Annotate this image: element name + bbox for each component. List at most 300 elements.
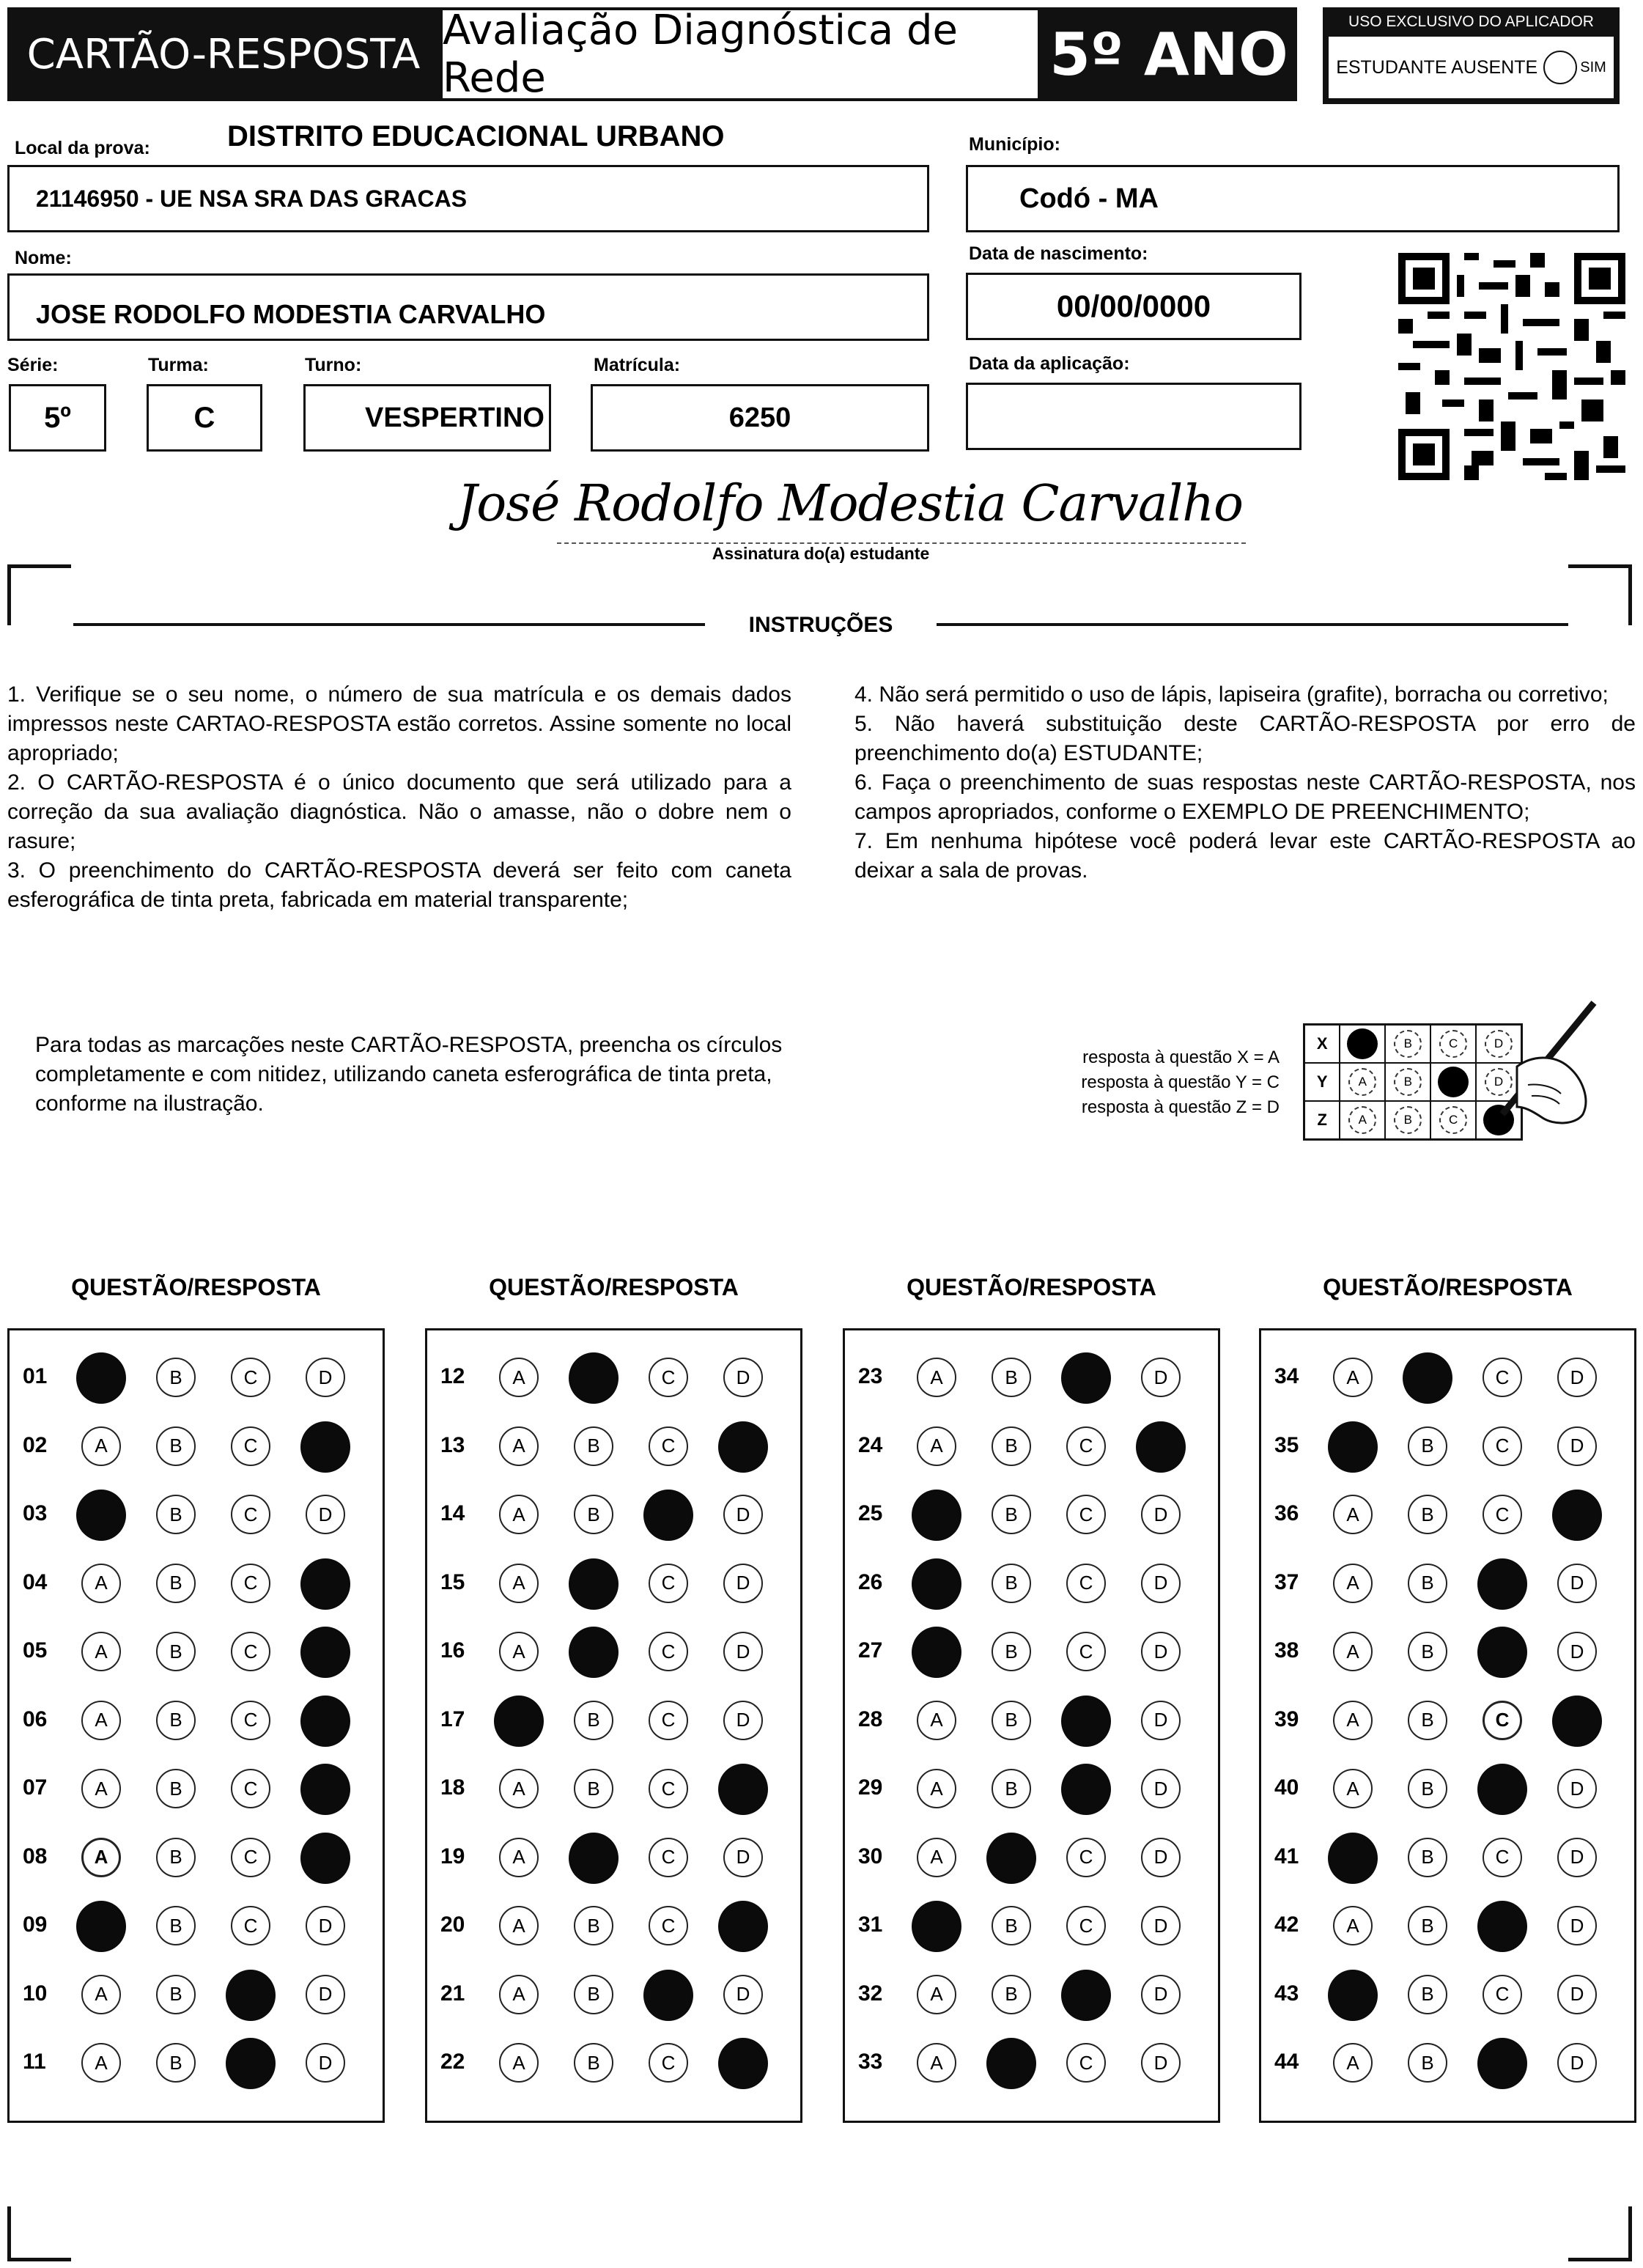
answer-bubble-a[interactable]: A xyxy=(917,1769,956,1808)
answer-bubble-c[interactable] xyxy=(1477,2038,1527,2089)
answer-bubble-c[interactable]: C xyxy=(1066,1426,1106,1466)
answer-bubble-c[interactable]: C xyxy=(231,1358,270,1397)
answer-bubble-c[interactable]: C xyxy=(231,1632,270,1671)
answer-bubble-a[interactable] xyxy=(76,1490,126,1541)
answer-bubble-d[interactable]: D xyxy=(1141,1358,1181,1397)
answer-bubble-c[interactable] xyxy=(1477,1627,1527,1678)
corner-top-left xyxy=(7,564,71,625)
signature-caption: Assinatura do(a) estudante xyxy=(712,544,930,563)
answer-bubble-d[interactable]: D xyxy=(1141,1769,1181,1808)
answer-bubble-a[interactable] xyxy=(912,1901,961,1952)
question-row xyxy=(845,1344,1218,1413)
question-row xyxy=(1261,1413,1634,1481)
answer-bubble-c[interactable] xyxy=(643,1490,693,1541)
answer-bubble-a[interactable] xyxy=(1328,1970,1378,2021)
answer-bubble-a[interactable]: A xyxy=(499,1838,539,1877)
answer-bubble-a[interactable]: A xyxy=(1333,1769,1373,1808)
answer-bubble-d[interactable] xyxy=(718,1764,768,1815)
answer-bubble-b[interactable]: B xyxy=(1408,1906,1447,1945)
answer-bubble-d[interactable]: D xyxy=(306,1975,345,2014)
answer-bubble-d[interactable]: D xyxy=(723,1701,763,1740)
answer-bubble-d[interactable]: D xyxy=(723,1564,763,1603)
corner-bottom-left xyxy=(7,2206,71,2261)
answer-bubble-b[interactable]: B xyxy=(574,1769,613,1808)
answer-bubble-b[interactable]: B xyxy=(1408,1701,1447,1740)
answer-bubble-d[interactable] xyxy=(300,1558,350,1610)
answer-bubble-c[interactable]: C xyxy=(231,1495,270,1534)
example-bubble-b: B xyxy=(1394,1068,1422,1096)
answer-bubble-d[interactable]: D xyxy=(1141,1701,1181,1740)
answer-bubble-b[interactable]: B xyxy=(1408,1975,1447,2014)
question-number: 05 xyxy=(23,1638,48,1663)
question-number: 42 xyxy=(1274,1912,1299,1937)
question-number: 22 xyxy=(440,2050,465,2074)
question-row xyxy=(1261,1755,1634,1824)
answer-bubble-b[interactable]: B xyxy=(156,1769,196,1808)
nascimento-value: 00/00/0000 xyxy=(1056,289,1211,323)
turno-field[interactable] xyxy=(303,384,551,452)
answer-bubble-d[interactable]: D xyxy=(723,1632,763,1671)
answer-bubble-a[interactable] xyxy=(76,1352,126,1404)
answer-bubble-b[interactable]: B xyxy=(1408,1838,1447,1877)
answer-bubble-b[interactable]: B xyxy=(1408,1769,1447,1808)
question-row xyxy=(427,1618,800,1687)
answer-bubble-c[interactable]: C xyxy=(1066,2043,1106,2083)
example-cell xyxy=(1340,1102,1386,1138)
example-bubble-a xyxy=(1347,1028,1378,1059)
answer-bubble-a[interactable]: A xyxy=(917,1975,956,2014)
question-row xyxy=(1261,1550,1634,1619)
answer-bubble-b[interactable]: B xyxy=(156,1632,196,1671)
question-number: 30 xyxy=(858,1844,883,1868)
answer-bubble-a[interactable]: A xyxy=(1333,1906,1373,1945)
answer-bubble-d[interactable]: D xyxy=(1557,1426,1597,1466)
answer-bubble-a[interactable]: A xyxy=(81,1426,121,1466)
answer-bubble-c[interactable]: C xyxy=(231,1769,270,1808)
answer-bubble-b[interactable]: B xyxy=(574,1701,613,1740)
question-row xyxy=(10,2029,383,2098)
question-number: 40 xyxy=(1274,1775,1299,1800)
answer-bubble-a[interactable]: A xyxy=(499,1426,539,1466)
answer-bubble-c[interactable]: C xyxy=(1483,1975,1522,2014)
answer-bubble-a[interactable]: A xyxy=(499,1495,539,1534)
answer-bubble-c[interactable]: C xyxy=(649,1632,688,1671)
question-row xyxy=(845,1550,1218,1619)
answer-bubble-a[interactable] xyxy=(1328,1833,1378,1884)
answer-bubble-d[interactable]: D xyxy=(1141,1838,1181,1877)
answer-bubble-c[interactable]: C xyxy=(649,1358,688,1397)
grade-label: 5º ANO xyxy=(1041,7,1297,101)
aplicacao-label: Data da aplicação: xyxy=(969,353,1130,374)
question-number: 18 xyxy=(440,1775,465,1800)
answer-bubble-b[interactable]: B xyxy=(1408,1495,1447,1534)
question-number: 23 xyxy=(858,1364,883,1388)
answer-heading: QUESTÃO/RESPOSTA xyxy=(1323,1274,1573,1300)
question-row xyxy=(845,1892,1218,1961)
answer-bubble-d[interactable]: D xyxy=(1557,1838,1597,1877)
answer-bubble-b[interactable]: B xyxy=(156,1701,196,1740)
answer-bubble-a[interactable]: A xyxy=(917,2043,956,2083)
answer-bubble-d[interactable] xyxy=(1136,1421,1186,1473)
answer-bubble-d[interactable]: D xyxy=(723,1495,763,1534)
answer-bubble-d[interactable]: D xyxy=(1557,1564,1597,1603)
answer-bubble-c[interactable] xyxy=(226,1970,276,2021)
answer-bubble-d[interactable]: D xyxy=(1141,1975,1181,2014)
local-label: Local da prova: xyxy=(15,138,150,158)
answer-bubble-c[interactable]: C xyxy=(649,1701,688,1740)
answer-bubble-d[interactable] xyxy=(1552,1696,1602,1747)
answer-bubble-c[interactable] xyxy=(226,2038,276,2089)
question-number: 02 xyxy=(23,1432,48,1457)
question-number: 17 xyxy=(440,1706,465,1731)
answer-bubble-a[interactable]: A xyxy=(499,1906,539,1945)
answer-bubble-b[interactable] xyxy=(569,1352,619,1404)
absent-bubble[interactable] xyxy=(1543,51,1577,84)
answer-bubble-b[interactable] xyxy=(1403,1352,1452,1404)
question-row xyxy=(427,2029,800,2098)
answer-bubble-c[interactable]: C xyxy=(1483,1838,1522,1877)
question-number: 11 xyxy=(23,2050,46,2074)
nome-value: JOSE RODOLFO MODESTIA CARVALHO xyxy=(36,299,546,329)
answer-bubble-c[interactable]: C xyxy=(1066,1838,1106,1877)
answer-bubble-a[interactable] xyxy=(76,1901,126,1952)
answer-bubble-b[interactable]: B xyxy=(1408,1564,1447,1603)
answer-bubble-c[interactable] xyxy=(643,1970,693,2021)
answer-bubble-c[interactable]: C xyxy=(1066,1495,1106,1534)
answer-bubble-b[interactable]: B xyxy=(574,1426,613,1466)
example-cell xyxy=(1340,1064,1386,1100)
question-number: 31 xyxy=(858,1912,883,1937)
answer-bubble-a[interactable]: A xyxy=(917,1426,956,1466)
answer-bubble-c[interactable]: C xyxy=(649,2043,688,2083)
district-name: DISTRITO EDUCACIONAL URBANO xyxy=(227,120,725,152)
answer-bubble-a[interactable]: A xyxy=(81,1701,121,1740)
answer-bubble-c[interactable]: C xyxy=(1483,1426,1522,1466)
answer-bubble-a[interactable]: A xyxy=(1333,1495,1373,1534)
question-number: 01 xyxy=(23,1364,48,1388)
answer-bubble-b[interactable]: B xyxy=(992,1426,1031,1466)
example-bubble-d: D xyxy=(1485,1068,1513,1096)
answer-bubble-c[interactable]: C xyxy=(1483,1701,1522,1740)
question-number: 34 xyxy=(1274,1364,1299,1388)
answer-bubble-d[interactable]: D xyxy=(1557,1632,1597,1671)
answer-bubble-d[interactable]: D xyxy=(1557,1906,1597,1945)
nascimento-field[interactable] xyxy=(966,273,1302,340)
card-label: CARTÃO-RESPOSTA xyxy=(7,7,440,101)
example-cell xyxy=(1431,1102,1477,1138)
example-bubble-d: D xyxy=(1485,1030,1513,1058)
answer-bubble-b[interactable]: B xyxy=(1408,1632,1447,1671)
answer-bubble-c[interactable]: C xyxy=(231,1426,270,1466)
matricula-field[interactable] xyxy=(591,384,929,452)
example-row-label: X xyxy=(1305,1026,1340,1062)
question-number: 04 xyxy=(23,1569,48,1594)
answer-bubble-a[interactable]: A xyxy=(917,1358,956,1397)
question-row xyxy=(10,1824,383,1893)
answer-bubble-d[interactable]: D xyxy=(306,1906,345,1945)
answer-bubble-c[interactable] xyxy=(1061,1696,1111,1747)
answer-bubble-a[interactable]: A xyxy=(917,1701,956,1740)
exam-title: Avaliação Diagnóstica de Rede xyxy=(440,7,1041,101)
question-number: 14 xyxy=(440,1501,465,1525)
school-field[interactable] xyxy=(7,165,929,232)
answer-bubble-b[interactable]: B xyxy=(992,1701,1031,1740)
answer-bubble-c[interactable]: C xyxy=(231,1564,270,1603)
answer-bubble-c[interactable]: C xyxy=(1066,1906,1106,1945)
question-row xyxy=(427,1550,800,1619)
matricula-label: Matrícula: xyxy=(594,355,681,375)
answer-bubble-a[interactable]: A xyxy=(81,1632,121,1671)
question-row xyxy=(845,2029,1218,2098)
answer-bubble-b[interactable]: B xyxy=(156,1426,196,1466)
answer-bubble-d[interactable] xyxy=(300,1833,350,1884)
answer-bubble-a[interactable]: A xyxy=(499,1358,539,1397)
answer-bubble-c[interactable]: C xyxy=(231,1838,270,1877)
aplicacao-field[interactable] xyxy=(966,383,1302,450)
answer-bubble-a[interactable] xyxy=(912,1490,961,1541)
question-number: 37 xyxy=(1274,1569,1299,1594)
answer-bubble-a[interactable]: A xyxy=(81,1975,121,2014)
municipio-field[interactable] xyxy=(966,165,1620,232)
question-row xyxy=(10,1755,383,1824)
question-row xyxy=(427,1413,800,1481)
question-number: 38 xyxy=(1274,1638,1299,1663)
answer-bubble-b[interactable]: B xyxy=(156,1906,196,1945)
answer-bubble-a[interactable]: A xyxy=(1333,2043,1373,2083)
nome-field[interactable] xyxy=(7,273,929,341)
matricula-value: 6250 xyxy=(728,402,791,433)
qr-code xyxy=(1398,253,1625,480)
pen-hand-icon xyxy=(1473,997,1605,1144)
answer-bubble-a[interactable]: A xyxy=(1333,1632,1373,1671)
answer-panel xyxy=(7,1328,385,2123)
serie-label: Série: xyxy=(7,355,59,375)
answer-panel xyxy=(425,1328,802,2123)
answer-bubble-a[interactable]: A xyxy=(499,1632,539,1671)
answer-bubble-b[interactable]: B xyxy=(156,1975,196,2014)
answer-bubble-b[interactable]: B xyxy=(992,1975,1031,2014)
answer-bubble-b[interactable] xyxy=(569,1558,619,1610)
answer-bubble-d[interactable]: D xyxy=(1557,1975,1597,2014)
answer-bubble-d[interactable]: D xyxy=(1557,2043,1597,2083)
answer-bubble-a[interactable]: A xyxy=(499,1769,539,1808)
answer-bubble-d[interactable]: D xyxy=(1141,1564,1181,1603)
answer-bubble-d[interactable] xyxy=(1552,1490,1602,1541)
answer-bubble-b[interactable]: B xyxy=(992,1632,1031,1671)
question-row xyxy=(1261,1961,1634,2030)
answer-bubble-b[interactable] xyxy=(569,1833,619,1884)
question-row xyxy=(845,1481,1218,1550)
question-number: 27 xyxy=(858,1638,883,1663)
answer-bubble-a[interactable] xyxy=(494,1696,544,1747)
answer-bubble-d[interactable] xyxy=(718,1901,768,1952)
answer-bubble-b[interactable]: B xyxy=(156,1358,196,1397)
example-cell xyxy=(1431,1064,1477,1100)
answer-bubble-d[interactable] xyxy=(300,1764,350,1815)
answer-bubble-b[interactable]: B xyxy=(574,1495,613,1534)
answer-bubble-a[interactable]: A xyxy=(917,1838,956,1877)
answer-bubble-d[interactable]: D xyxy=(1557,1358,1597,1397)
answer-bubble-b[interactable]: B xyxy=(156,2043,196,2083)
question-row xyxy=(10,1618,383,1687)
question-row xyxy=(427,1892,800,1961)
answer-bubble-a[interactable] xyxy=(912,1627,961,1678)
answer-bubble-c[interactable] xyxy=(1061,1970,1111,2021)
answer-bubble-c[interactable]: C xyxy=(649,1426,688,1466)
answer-bubble-d[interactable]: D xyxy=(723,1358,763,1397)
answer-bubble-d[interactable]: D xyxy=(306,1358,345,1397)
answer-bubble-d[interactable]: D xyxy=(1141,1632,1181,1671)
turno-value: VESPERTINO xyxy=(365,402,544,433)
answer-bubble-a[interactable]: A xyxy=(1333,1564,1373,1603)
turma-field[interactable] xyxy=(147,384,262,452)
answer-bubble-c[interactable]: C xyxy=(231,1906,270,1945)
question-row xyxy=(10,1344,383,1413)
answer-bubble-c[interactable] xyxy=(1477,1764,1527,1815)
answer-bubble-c[interactable]: C xyxy=(649,1838,688,1877)
question-number: 20 xyxy=(440,1912,465,1937)
answer-bubble-b[interactable]: B xyxy=(992,1564,1031,1603)
answer-bubble-b[interactable] xyxy=(569,1627,619,1678)
answer-bubble-b[interactable]: B xyxy=(992,1769,1031,1808)
instructions-right: 4. Não será permitido o uso de lápis, lapiseira (grafite), borracha ou corretivo; 5. Não haverá substituição deste CARTÃO-RESPOSTA por erro de preenchimento do(a) ESTUDANTE; 6. Faça o preenchimento de suas respostas neste CARTÃO-RESPOSTA, nos campos apropriados, conforme o EXEMPLO DE PREENCHIMENTO; 7. Em nenhuma hipótese você poderá levar este CARTÃO-RESPOSTA ao deixar a sala de provas. xyxy=(854,682,1636,883)
answer-bubble-b[interactable]: B xyxy=(1408,2043,1447,2083)
answer-bubble-d[interactable]: D xyxy=(723,1838,763,1877)
answer-bubble-c[interactable]: C xyxy=(231,1701,270,1740)
question-row xyxy=(1261,1687,1634,1756)
municipio-value: Codó - MA xyxy=(1019,183,1159,214)
answer-bubble-a[interactable] xyxy=(1328,1421,1378,1473)
answer-bubble-b[interactable]: B xyxy=(574,1906,613,1945)
answer-bubble-b[interactable]: B xyxy=(574,1975,613,2014)
answer-panel xyxy=(1259,1328,1636,2123)
answer-bubble-d[interactable] xyxy=(718,2038,768,2089)
answer-bubble-c[interactable]: C xyxy=(649,1906,688,1945)
instructions-left: 1. Verifique se o seu nome, o número de sua matrícula e os demais dados impressos neste CARTAO-RESPOSTA estão corretos. Assine somente no local apropriado; 2. O CARTÃO-RESPOSTA é o único documento que será utilizado para a correção da sua avaliação diagnóstica. Não o amasse, não o dobre nem o rasure; 3. O preenchimento do CARTÃO-RESPOSTA deverá ser feito com caneta esferográfica de tinta preta, fabricada em material transparente; xyxy=(7,682,791,912)
answer-bubble-a[interactable]: A xyxy=(81,1838,121,1877)
answer-bubble-c[interactable] xyxy=(1477,1901,1527,1952)
answer-bubble-b[interactable]: B xyxy=(1408,1426,1447,1466)
question-row xyxy=(845,1618,1218,1687)
question-number: 13 xyxy=(440,1432,465,1457)
corner-top-right xyxy=(1568,564,1632,625)
answer-bubble-a[interactable]: A xyxy=(499,2043,539,2083)
answer-bubble-d[interactable]: D xyxy=(306,1495,345,1534)
instructions-rule-right xyxy=(937,623,1568,626)
example-row-label: Z xyxy=(1305,1102,1340,1138)
answer-bubble-d[interactable]: D xyxy=(1141,1906,1181,1945)
question-row xyxy=(427,1344,800,1413)
answer-bubble-b[interactable]: B xyxy=(574,2043,613,2083)
answer-bubble-a[interactable]: A xyxy=(81,1564,121,1603)
answer-bubble-d[interactable]: D xyxy=(306,2043,345,2083)
answer-bubble-a[interactable]: A xyxy=(81,1769,121,1808)
answer-bubble-b[interactable]: B xyxy=(992,1358,1031,1397)
answer-bubble-c[interactable]: C xyxy=(649,1564,688,1603)
question-number: 09 xyxy=(23,1912,48,1937)
question-number: 07 xyxy=(23,1775,48,1800)
answer-bubble-d[interactable]: D xyxy=(1557,1769,1597,1808)
question-number: 06 xyxy=(23,1706,48,1731)
question-row xyxy=(845,1687,1218,1756)
answer-bubble-d[interactable] xyxy=(300,1627,350,1678)
answer-bubble-a[interactable]: A xyxy=(81,2043,121,2083)
fill-note: Para todas as marcações neste CARTÃO-RESPOSTA, preencha os círculos completamente e com nitidez, utilizando caneta esferográfica de tinta preta, conforme na ilustração. xyxy=(35,1033,783,1116)
answer-bubble-d[interactable] xyxy=(300,1421,350,1473)
answer-bubble-d[interactable] xyxy=(300,1696,350,1747)
answer-bubble-c[interactable] xyxy=(1061,1352,1111,1404)
question-number: 03 xyxy=(23,1501,48,1525)
question-row xyxy=(1261,2029,1634,2098)
answer-bubble-b[interactable] xyxy=(986,1833,1036,1884)
answer-bubble-c[interactable]: C xyxy=(1483,1495,1522,1534)
question-number: 19 xyxy=(440,1844,465,1868)
answer-bubble-c[interactable] xyxy=(1061,1764,1111,1815)
answer-bubble-a[interactable]: A xyxy=(499,1564,539,1603)
question-row xyxy=(427,1687,800,1756)
example-x-text: resposta à questão X = A xyxy=(1082,1048,1280,1067)
example-bubble-b: B xyxy=(1394,1030,1422,1058)
answer-bubble-c[interactable]: C xyxy=(1066,1564,1106,1603)
nome-label: Nome: xyxy=(15,248,72,268)
example-bubble-c xyxy=(1438,1067,1469,1097)
question-number: 36 xyxy=(1274,1501,1299,1525)
answer-bubble-c[interactable]: C xyxy=(649,1769,688,1808)
question-row xyxy=(427,1481,800,1550)
answer-bubble-d[interactable]: D xyxy=(723,1975,763,2014)
answer-bubble-c[interactable]: C xyxy=(1066,1632,1106,1671)
answer-bubble-b[interactable]: B xyxy=(156,1564,196,1603)
question-number: 28 xyxy=(858,1706,883,1731)
answer-bubble-c[interactable]: C xyxy=(1483,1358,1522,1397)
answer-bubble-b[interactable]: B xyxy=(156,1838,196,1877)
corner-bottom-right xyxy=(1568,2206,1632,2261)
answer-bubble-a[interactable]: A xyxy=(1333,1701,1373,1740)
answer-heading: QUESTÃO/RESPOSTA xyxy=(71,1274,321,1300)
absent-field xyxy=(1329,37,1614,98)
question-number: 10 xyxy=(23,1981,48,2006)
question-row xyxy=(845,1824,1218,1893)
turno-label: Turno: xyxy=(305,355,362,375)
applicator-title: USO EXCLUSIVO DO APLICADOR xyxy=(1348,13,1594,30)
answer-bubble-b[interactable]: B xyxy=(992,1906,1031,1945)
answer-bubble-a[interactable] xyxy=(912,1558,961,1610)
example-bubble-a: A xyxy=(1348,1106,1376,1134)
answer-bubble-c[interactable] xyxy=(1477,1558,1527,1610)
example-cell xyxy=(1431,1026,1477,1062)
question-row xyxy=(1261,1892,1634,1961)
question-row xyxy=(845,1961,1218,2030)
serie-field[interactable] xyxy=(9,384,106,452)
question-number: 24 xyxy=(858,1432,883,1457)
answer-bubble-b[interactable]: B xyxy=(992,1495,1031,1534)
question-number: 33 xyxy=(858,2050,883,2074)
example-cell xyxy=(1340,1026,1386,1062)
question-number: 41 xyxy=(1274,1844,1299,1868)
absent-option-label: SIM xyxy=(1580,59,1606,76)
answer-bubble-a[interactable]: A xyxy=(499,1975,539,2014)
answer-bubble-d[interactable]: D xyxy=(1141,1495,1181,1534)
answer-bubble-d[interactable] xyxy=(718,1421,768,1473)
answer-bubble-d[interactable]: D xyxy=(1141,2043,1181,2083)
serie-value: 5º xyxy=(44,401,71,434)
absent-label: ESTUDANTE AUSENTE xyxy=(1336,56,1538,78)
question-row xyxy=(1261,1824,1634,1893)
question-row xyxy=(845,1755,1218,1824)
answer-bubble-b[interactable]: B xyxy=(156,1495,196,1534)
answer-bubble-b[interactable] xyxy=(986,2038,1036,2089)
answer-bubble-a[interactable]: A xyxy=(1333,1358,1373,1397)
